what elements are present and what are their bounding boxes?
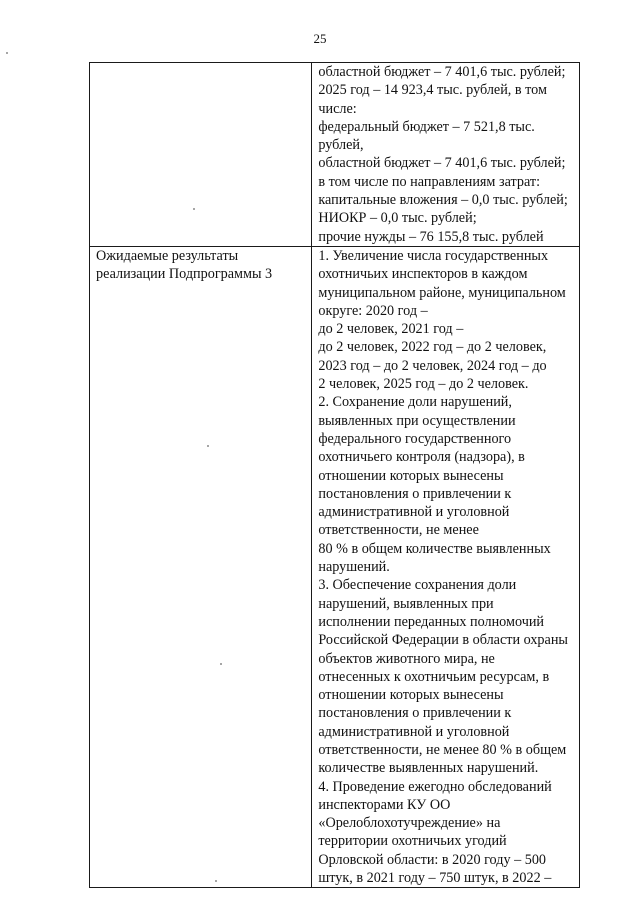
financing-text-line: рублей,: [318, 137, 364, 154]
expected-results-text-line: административной и уголовной: [318, 504, 510, 521]
financing-text-line: областной бюджет – 7 401,6 тыс. рублей;: [318, 64, 566, 80]
label-cell-empty: [90, 63, 312, 247]
expected-results-text-line: до 2 человек, 2021 год –: [318, 321, 464, 338]
financing-text-line: областной бюджет – 7 401,6 тыс. рублей;: [318, 155, 566, 172]
scan-speck: [215, 880, 217, 882]
expected-results-text-line: территории охотничьих угодий: [318, 833, 507, 850]
financing-text-line: НИОКР – 0,0 тыс. рублей;: [318, 210, 477, 227]
expected-results-text-line: постановления о привлечении к: [318, 705, 512, 722]
expected-results-text-line: охотничьего контроля (надзора), в: [318, 449, 525, 466]
expected-results-text-line: нарушений, выявленных при: [318, 595, 494, 612]
expected-results-text-line: федерального государственного: [318, 430, 512, 447]
expected-results-text-line: Российской Федерации в области охраны: [318, 632, 568, 649]
expected-results-text-line: ответственности, не менее 80 % в общем: [318, 741, 567, 758]
expected-results-value-cell: [312, 246, 580, 887]
expected-results-text-line: ответственности, не менее: [318, 522, 479, 539]
financing-value-cell: [312, 63, 580, 247]
expected-results-text-line: выявленных при осуществлении: [318, 412, 516, 429]
financing-text-line: числе:: [318, 100, 357, 117]
expected-results-text-line: 2023 год – до 2 человек, 2024 год – до: [318, 357, 547, 374]
expected-results-text-line: Орловской области: в 2020 году – 500: [318, 851, 547, 868]
financing-text-line: 2025 год – 14 923,4 тыс. рублей, в том: [318, 82, 547, 99]
subprogram-passport-table: [89, 62, 580, 888]
expected-results-text-line: объектов животного мира, не: [318, 650, 495, 667]
expected-results-text-line: количестве выявленных нарушений.: [318, 760, 539, 777]
expected-results-label-cell: [90, 246, 312, 887]
financing-text-line: федеральный бюджет – 7 521,8 тыс.: [318, 118, 535, 135]
expected-results-text-line: штук, в 2021 году – 750 штук, в 2022 –: [318, 870, 552, 887]
expected-results-text-line: нарушений.: [318, 559, 390, 576]
expected-results-text-line: инспекторами КУ ОО: [318, 796, 451, 813]
expected-results-label-line: Ожидаемые результаты: [96, 247, 239, 264]
expected-results-text-line: до 2 человек, 2022 год – до 2 человек,: [318, 339, 547, 356]
expected-results-text-line: 4. Проведение ежегодно обследований: [318, 778, 552, 795]
expected-results-text-line: охотничьих инспекторов в каждом: [318, 266, 528, 283]
expected-results-text-line: муниципальном районе, муниципальном: [318, 284, 566, 301]
scan-speck: [207, 445, 209, 447]
financing-text-line: прочие нужды – 76 155,8 тыс. рублей: [318, 228, 544, 245]
table-row-expected-results: [90, 246, 580, 887]
expected-results-text-line: отношении которых вынесены: [318, 467, 504, 484]
scan-speck: [193, 208, 195, 210]
expected-results-text-line: 80 % в общем количестве выявленных: [318, 540, 551, 557]
expected-results-text-line: «Орелоблохотучреждение» на: [318, 815, 501, 832]
expected-results-text-line: округе: 2020 год –: [318, 302, 428, 319]
scan-speck: [220, 663, 222, 665]
expected-results-text-line: 2 человек, 2025 год – до 2 человек.: [318, 376, 529, 393]
expected-results-label-line: реализации Подпрограммы 3: [96, 266, 273, 283]
expected-results-text-line: 1. Увеличение числа государственных: [318, 247, 549, 264]
expected-results-text-line: постановления о привлечении к: [318, 485, 512, 502]
expected-results-text-line: исполнении переданных полномочий: [318, 613, 545, 630]
financing-text-line: в том числе по направлениям затрат:: [318, 173, 541, 190]
expected-results-text-line: 3. Обеспечение сохранения доли: [318, 577, 517, 594]
expected-results-text-line: отношении которых вынесены: [318, 687, 504, 704]
financing-text-line: капитальные вложения – 0,0 тыс. рублей;: [318, 192, 568, 209]
scan-speck: [6, 52, 8, 54]
expected-results-text-line: административной и уголовной: [318, 723, 510, 740]
expected-results-text-line: 2. Сохранение доли нарушений,: [318, 394, 512, 411]
page-number: 25: [313, 31, 327, 46]
table-row-financing-continuation: [90, 63, 580, 247]
expected-results-text-line: отнесенных к охотничьим ресурсам, в: [318, 668, 550, 685]
